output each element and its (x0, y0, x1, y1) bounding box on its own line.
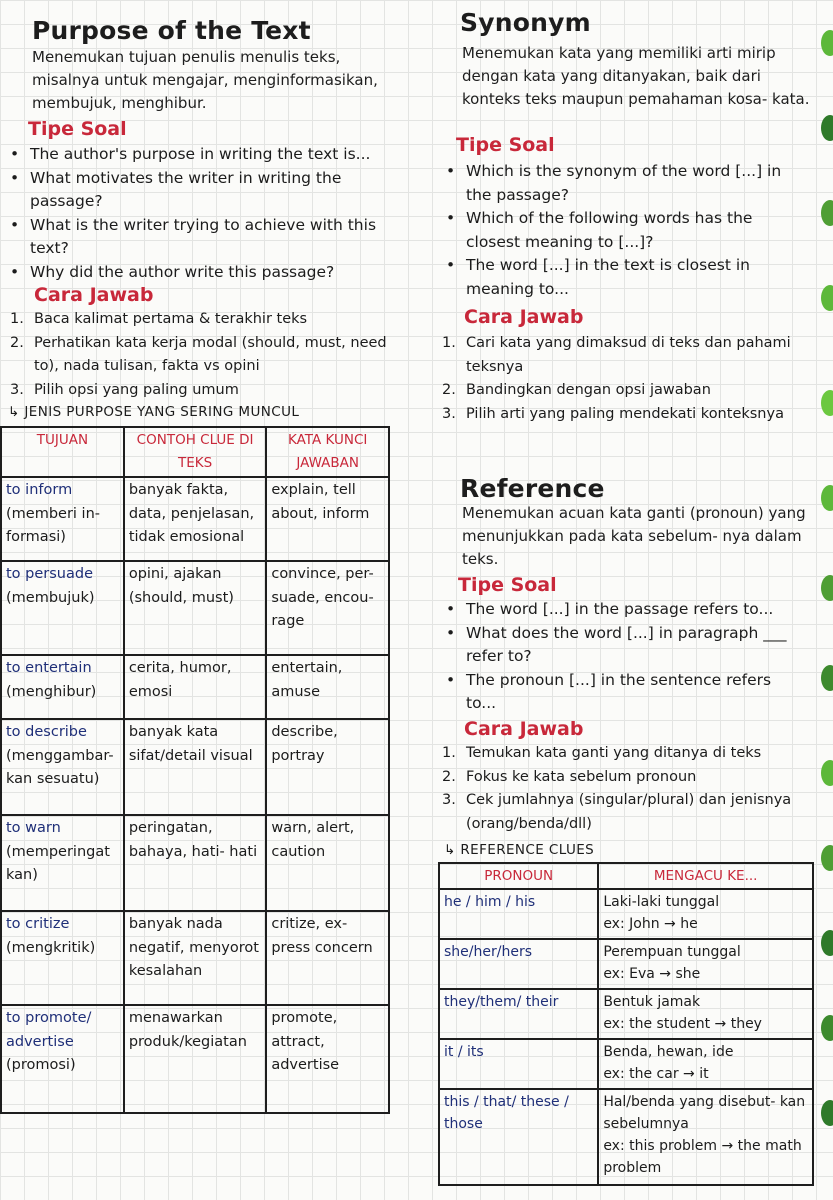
green-tab (821, 1015, 833, 1041)
pronoun-cell: this / that/ these / those (439, 1089, 598, 1185)
kunci-cell: warn, alert, caution (266, 815, 389, 911)
list-item: • Why did the author write this passage? (8, 261, 398, 285)
ref-example: ex: Eva → she (603, 966, 701, 982)
green-tab (821, 575, 833, 601)
list-item: 3. Pilih arti yang paling mendekati konteksnya (442, 405, 784, 422)
purpose-table-caption: ↳ JENIS PURPOSE YANG SERING MUNCUL (8, 404, 300, 420)
list-item: 1. Temukan kata ganti yang ditanya di teks (442, 745, 762, 761)
synonym-description: Menemukan kata yang memiliki arti mirip dengan kata yang ditanyakan, baik dari konteks teks maupun pemahaman kosa- kata. (462, 44, 810, 108)
tujuan-sub: (membujuk) (6, 589, 95, 606)
green-tab (821, 485, 833, 511)
pronoun-cell: it / its (439, 1039, 598, 1089)
table-row (1, 655, 389, 719)
table-row (1, 561, 389, 655)
ref-cell: Benda, hewan, ide (603, 1044, 734, 1060)
synonym-title: Synonym (460, 8, 591, 37)
list-item: • The pronoun [...] in the sentence refers to... (444, 669, 804, 716)
notebook-tabs (817, 0, 833, 1200)
table-header-row (1, 427, 389, 477)
tujuan-sub: (menghibur) (6, 683, 97, 700)
table-row (1, 911, 389, 1005)
ref-cell: Bentuk jamak (603, 994, 701, 1010)
purpose-tipe-soal-list (8, 143, 398, 284)
table-row (439, 1089, 813, 1185)
kunci-cell: entertain, amuse (266, 655, 389, 719)
clue-cell: peringatan, bahaya, hati- hati (124, 815, 267, 911)
synonym-tipe-soal-list (444, 160, 804, 301)
purpose-table (0, 426, 390, 1114)
green-tab (821, 760, 833, 786)
purpose-cara-jawab-list (10, 308, 400, 402)
synonym-tipe-soal-heading: Tipe Soal (456, 134, 555, 156)
green-tab (821, 845, 833, 871)
tujuan-sub: (memperingat kan) (6, 843, 110, 883)
green-tab (821, 1100, 833, 1126)
green-tab (821, 665, 833, 691)
synonym-cara-jawab-list (442, 332, 802, 426)
reference-tipe-soal-heading: Tipe Soal (458, 574, 557, 596)
tujuan-cell: to entertain (6, 660, 92, 676)
reference-cara-jawab-heading: Cara Jawab (464, 718, 584, 740)
pronoun-cell: they/them/ their (439, 989, 598, 1039)
header-kata-kunci: KATA KUNCI JAWABAN (266, 427, 389, 477)
synonym-cara-jawab-heading: Cara Jawab (464, 306, 584, 328)
clue-cell: cerita, humor, emosi (124, 655, 267, 719)
reference-table (438, 862, 814, 1186)
ref-cell: Laki-laki tunggal (603, 894, 720, 910)
kunci-cell: describe, portray (266, 719, 389, 815)
purpose-description: Menemukan tujuan penulis menulis teks, misalnya untuk mengajar, menginformasikan, membujuk, menghibur. (32, 48, 378, 112)
purpose-tipe-soal-heading: Tipe Soal (28, 118, 127, 140)
ref-example: ex: the student → they (603, 1016, 762, 1032)
clue-cell: banyak fakta, data, penjelasan, tidak emosional (124, 477, 267, 561)
reference-title: Reference (460, 474, 605, 503)
kunci-cell: convince, per- suade, encou- rage (266, 561, 389, 655)
pronoun-cell: she/her/hers (439, 939, 598, 989)
table-row (1, 477, 389, 561)
table-row (1, 719, 389, 815)
header-contoh-clue: CONTOH CLUE DI TEKS (124, 427, 267, 477)
purpose-title: Purpose of the Text (32, 16, 311, 45)
list-item: 1. Baca kalimat pertama & terakhir teks (10, 311, 308, 327)
reference-cara-jawab-list (442, 742, 802, 836)
ref-cell: Perempuan tunggal (603, 944, 741, 960)
ref-example: ex: the car → it (603, 1066, 709, 1082)
pronoun-cell: he / him / his (439, 889, 598, 939)
table-row (1, 1005, 389, 1113)
green-tab (821, 200, 833, 226)
tujuan-cell: to critize (6, 916, 70, 932)
purpose-cara-jawab-heading: Cara Jawab (34, 284, 154, 306)
list-item: • Which of the following words has the closest meaning to [...]? (444, 207, 804, 254)
ref-example: ex: this problem → the math problem (603, 1138, 802, 1176)
kunci-cell: promote, attract, advertise (266, 1005, 389, 1113)
ref-example: ex: John → he (603, 916, 698, 932)
tujuan-sub: (mengkritik) (6, 939, 96, 956)
reference-tipe-soal-list (444, 598, 804, 716)
tujuan-cell: to persuade (6, 566, 94, 582)
tujuan-cell: to promote/ advertise (6, 1010, 92, 1050)
list-item: • The word [...] in the text is closest in meaning to... (444, 254, 804, 301)
list-item: • What does the word [...] in paragraph ___ refer to? (444, 622, 804, 669)
table-header-row (439, 863, 813, 889)
list-item: • What is the writer trying to achieve with this text? (8, 214, 398, 261)
tujuan-sub: (memberi in- formasi) (6, 505, 101, 545)
green-tab (821, 390, 833, 416)
list-item: 2. Bandingkan dengan opsi jawaban (442, 382, 711, 398)
clue-cell: opini, ajakan (should, must) (124, 561, 267, 655)
green-tab (821, 930, 833, 956)
ref-cell: Hal/benda yang disebut- kan sebelumnya (603, 1094, 806, 1132)
kunci-cell: explain, tell about, inform (266, 477, 389, 561)
table-row (439, 989, 813, 1039)
list-item: 3. Pilih opsi yang paling umum (10, 381, 239, 398)
list-item: • The author's purpose in writing the text is... (8, 143, 398, 167)
list-item: • The word [...] in the passage refers to... (444, 598, 804, 622)
header-pronoun: PRONOUN (439, 863, 598, 889)
header-tujuan: TUJUAN (1, 427, 124, 477)
clue-cell: banyak nada negatif, menyorot kesalahan (124, 911, 267, 1005)
reference-description: Menemukan acuan kata ganti (pronoun) yang menunjukkan pada kata sebelum- nya dalam teks. (462, 504, 806, 568)
tujuan-sub: (menggambar- kan sesuatu) (6, 747, 114, 787)
list-item: 2. Perhatikan kata kerja modal (should, must, need to), nada tulisan, fakta vs opini (10, 334, 387, 374)
green-tab (821, 30, 833, 56)
list-item: • Which is the synonym of the word [...] in the passage? (444, 160, 804, 207)
tujuan-cell: to warn (6, 820, 61, 836)
kunci-cell: critize, ex- press concern (266, 911, 389, 1005)
green-tab (821, 115, 833, 141)
table-row (439, 889, 813, 939)
green-tab (821, 285, 833, 311)
table-row (439, 939, 813, 989)
table-row (439, 1039, 813, 1089)
clue-cell: menawarkan produk/kegiatan (124, 1005, 267, 1113)
list-item: 3. Cek jumlahnya (singular/plural) dan jenisnya (orang/benda/dll) (442, 792, 792, 832)
clue-cell: banyak kata sifat/detail visual (124, 719, 267, 815)
table-row (1, 815, 389, 911)
list-item: 2. Fokus ke kata sebelum pronoun (442, 768, 697, 785)
tujuan-cell: to describe (6, 724, 87, 740)
reference-table-caption: ↳ REFERENCE CLUES (444, 842, 595, 858)
list-item: • What motivates the writer in writing the passage? (8, 167, 398, 214)
tujuan-sub: (promosi) (6, 1057, 76, 1073)
header-mengacu-ke: MENGACU KE... (598, 863, 813, 889)
tujuan-cell: to inform (6, 482, 73, 498)
list-item: 1. Cari kata yang dimaksud di teks dan pahami teksnya (442, 335, 791, 375)
